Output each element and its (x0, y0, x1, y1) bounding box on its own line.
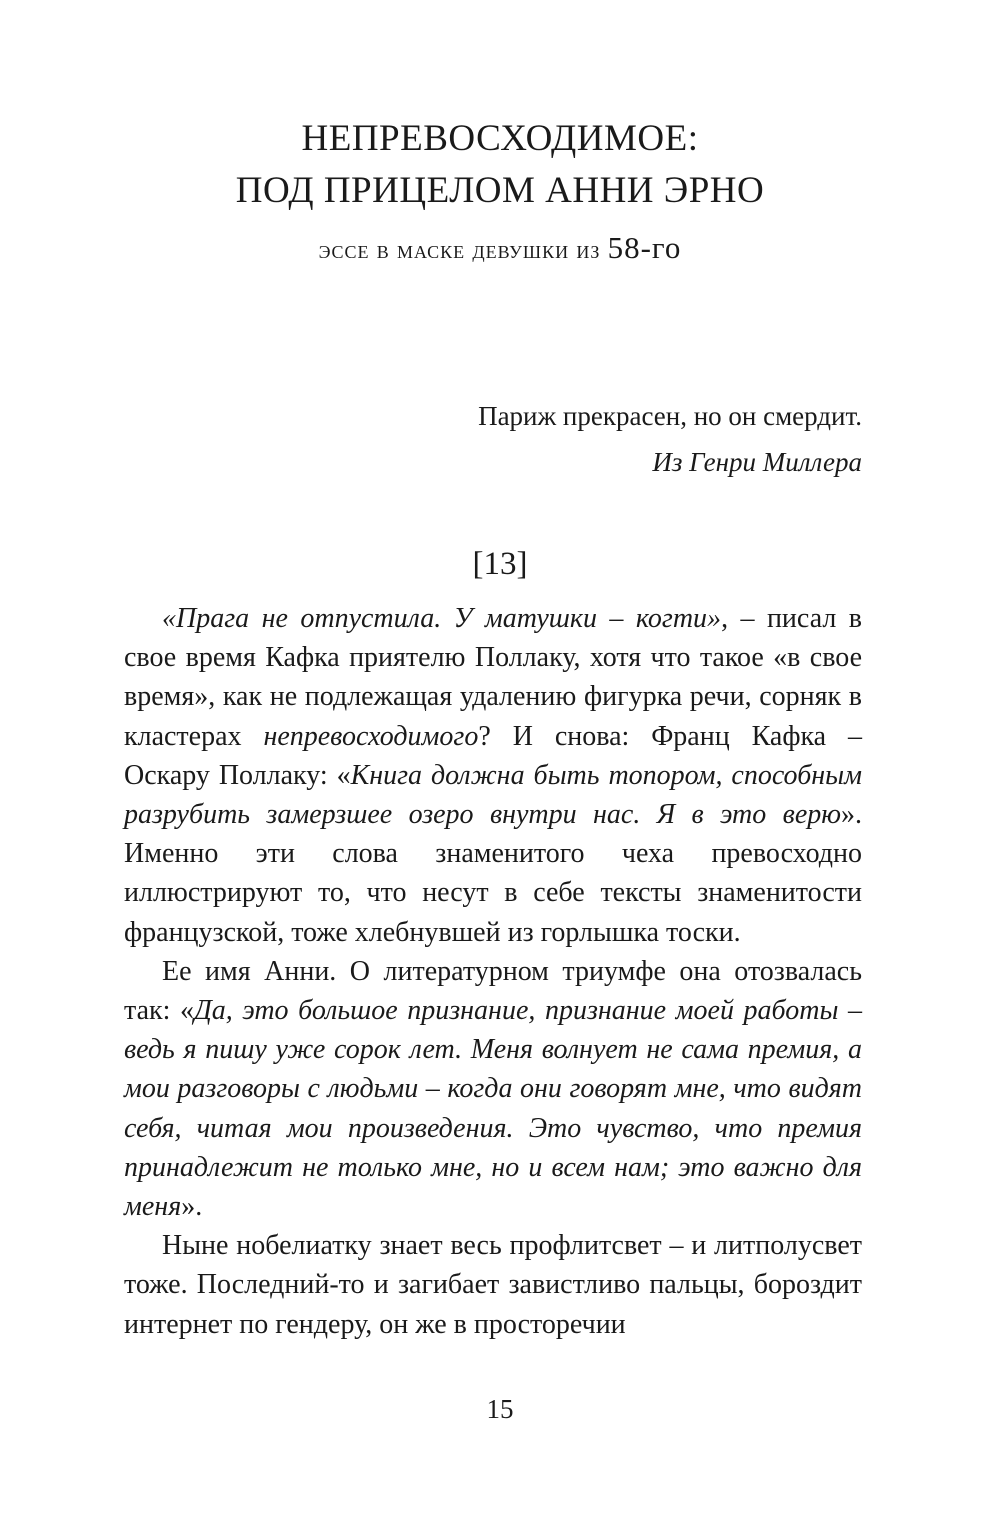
paragraph-1-text-a: , – писал в свое время Кафка приятелю Поллаку, хотя что такое «в свое время», как не подлежащая удалению фигурка речи, сорняк в кластерах (124, 603, 863, 752)
paragraph-2-text-a: Ее имя Анни. О литературном триумфе она отозвалась так: « (124, 955, 862, 1027)
epigraph-quote: Париж прекрасен, но он смердит. (478, 401, 862, 431)
epigraph (478, 393, 862, 485)
emphasis-term: непревосходимого (263, 720, 479, 752)
paragraph-2-text-b: ». (181, 1191, 203, 1223)
paragraph-1-text-b: ? И снова: Франц Кафка – Оскару Поллаку: « (124, 720, 862, 791)
paragraph-3 (124, 1226, 862, 1344)
epigraph-author: Из Генри Миллера (652, 447, 862, 477)
subtitle-year: 58-го (607, 230, 682, 265)
ernaux-quote: Да, это большое признание, признание моей работы – ведь я пишу уже сорок лет. Меня волнует не сама премия, а мои разговоры с людьми – когда они говорят мне, что видят себя, читая мои произведения. Это чувство, что премия принадлежит не только мне, но и всем нам; это важно для меня (124, 995, 862, 1223)
section-number: [13] (472, 546, 528, 582)
kafka-quote: «Прага не отпустила. У матушки – когти» (162, 603, 722, 634)
paragraph-2 (124, 952, 862, 1226)
body-text (124, 599, 862, 1344)
kafka-book-quote: Книга должна быть топором, способным разрубить замерзшее озеро внутри нас. Я в это верю (124, 759, 862, 831)
paragraph-1 (124, 599, 862, 952)
paragraph-1-text-c: ». Именно эти слова знаменитого чеха превосходно иллюстрируют то, что несут в себе тексты знаменитости французской, тоже хлебнувшей из горлышка тоски. (124, 799, 862, 948)
chapter-title-line-2: ПОД ПРИЦЕЛОМ АННИ ЭРНО (235, 170, 765, 211)
subtitle-text: эссе в маске девушки из (318, 237, 608, 264)
chapter-title-line-1: НЕПРЕВОСХОДИМОЕ: (301, 118, 699, 159)
page-number: 15 (486, 1394, 514, 1424)
chapter-subtitle (0, 232, 1000, 263)
paragraph-3-text: Ныне нобелиатку знает весь профлитсвет – и литполусвет тоже. Последний-то и загибает завистливо пальцы, бороздит интернет по гендеру, он же в просторечии (124, 1230, 862, 1340)
